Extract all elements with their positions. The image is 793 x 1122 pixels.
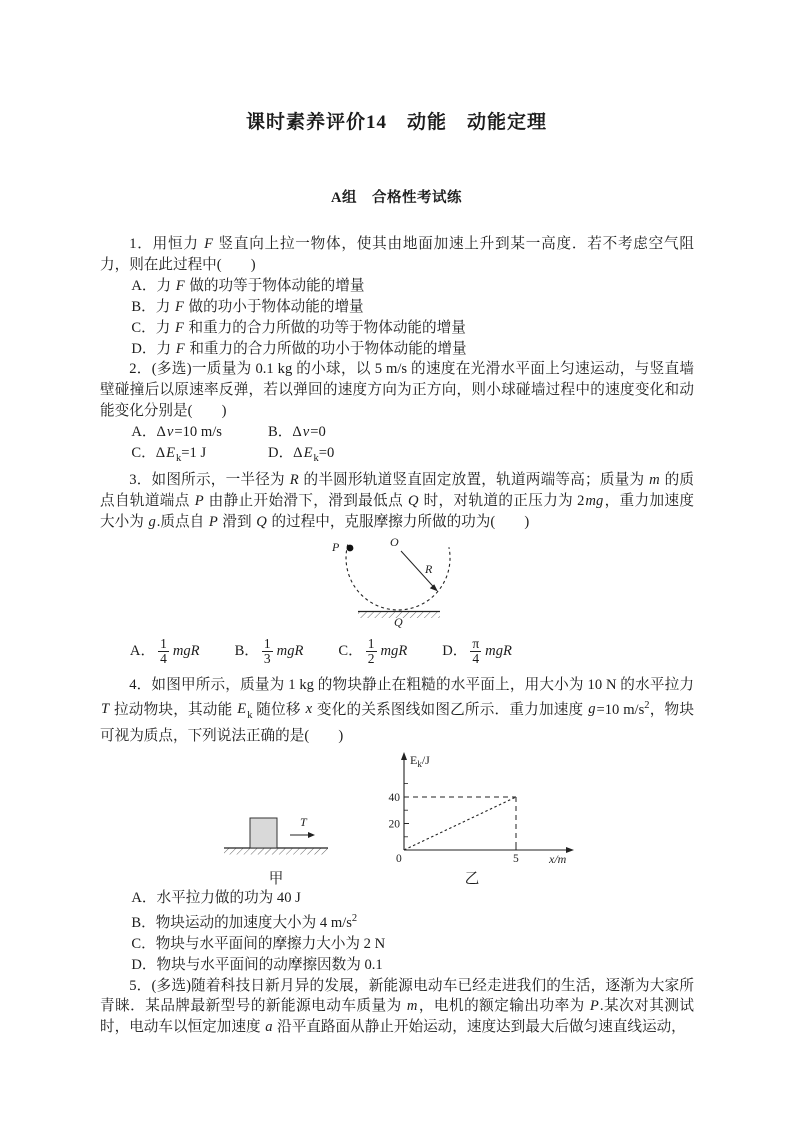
option-label: B． bbox=[234, 643, 259, 660]
question-2-options-row-cd bbox=[100, 443, 694, 470]
option-label: C． bbox=[338, 643, 363, 660]
option-expression: mgR bbox=[380, 643, 408, 660]
label-r: R bbox=[425, 561, 433, 576]
ek-x-graph-svg bbox=[366, 750, 578, 870]
question-5-stem: 5．(多选)随着科技日新月异的发展，新能源电动车已经走进我们的生活，逐渐为大家所青睐．某品牌最新型号的新能源电动车质量为 m，电机的额定输出功率为 P.某次对其测试时，电动车以恒定加速度 a 沿平直路面从静止开始运动，速度达到最大后做匀速直线运动， bbox=[100, 977, 694, 1036]
fraction: $\frac{1}{3}$ bbox=[263, 635, 271, 667]
question-1-stem: 1．用恒力 F 竖直向上拉一物体，使其由地面加速上升到某一高度．若不考虑空气阻力，则在此过程中( ) bbox=[100, 236, 694, 273]
question-3-option-c bbox=[338, 637, 408, 667]
x-axis-label: x/m bbox=[549, 852, 567, 867]
question-3-options-row bbox=[100, 629, 694, 675]
question-3-option-d bbox=[442, 637, 513, 667]
semicircle-track-svg bbox=[322, 536, 472, 628]
question-1-option-d: D．力 F 和重力的合力所做的功小于物体动能的增量 bbox=[131, 340, 467, 357]
question-2-options-row-ab bbox=[100, 422, 694, 443]
point-p-dot bbox=[347, 544, 354, 551]
y-tick-label-40: 40 bbox=[388, 792, 400, 805]
block-figure-svg bbox=[216, 790, 336, 870]
question-1-option-c: C．力 F 和重力的合力所做的功等于物体动能的增量 bbox=[131, 319, 466, 336]
option-label: A． bbox=[129, 643, 156, 660]
fraction: $\frac{1}{4}$ bbox=[160, 635, 167, 667]
figure-semicircle-track bbox=[100, 536, 694, 628]
fraction: $\frac{\pi}{4}$ bbox=[472, 635, 480, 667]
question-3-stem: 3．如图所示，一半径为 R 的半圆形轨道竖直固定放置，轨道两端等高；质量为 m 的质点自轨道端点 P 由静止开始滑下，滑到最低点 Q 时，对轨道的正压力为 2mg，重力加速度大小为 g.质点自 P 滑到 Q 的过程中，克服摩擦力所做的功为( ) bbox=[100, 471, 694, 530]
question-4-option-b: B．物块运动的加速度大小为 4 $m/s^2$ bbox=[131, 912, 358, 931]
force-label-t: T bbox=[300, 815, 307, 830]
question-3-option-a bbox=[130, 637, 201, 667]
question-4-option-c: C．物块与水平面间的摩擦力大小为 2 N bbox=[131, 935, 386, 952]
radius-arrowhead bbox=[430, 584, 438, 591]
label-p: P bbox=[332, 539, 340, 554]
figure-caption-yi: 乙 bbox=[464, 871, 480, 888]
question-2-option-d: D．$\Delta E_k=0$ bbox=[268, 445, 335, 464]
ground-hatching bbox=[224, 849, 328, 855]
x-axis-arrowhead bbox=[566, 847, 574, 853]
label-o: O bbox=[390, 535, 399, 549]
figure-ek-x-graph bbox=[366, 750, 578, 887]
worksheet-content bbox=[100, 234, 694, 1038]
question-1-option-a: A．力 F 做的功等于物体动能的增量 bbox=[131, 277, 365, 294]
question-1-option-b: B．力 F 做的功小于物体动能的增量 bbox=[131, 298, 364, 315]
question-2-option-c: C．$\Delta E_k=1$ J bbox=[131, 445, 207, 464]
question-4-option-d: D．物块与水平面间的动摩擦因数为 0.1 bbox=[131, 956, 383, 973]
block bbox=[250, 818, 277, 848]
page-title: 课时素养评价14 动能 动能定理 bbox=[245, 112, 547, 133]
question-2-option-b: B．Δv=0 bbox=[268, 424, 326, 441]
question-4-option-a: A．水平拉力做的功为 40 J bbox=[131, 890, 301, 907]
y-axis-arrowhead bbox=[401, 752, 407, 760]
force-arrowhead bbox=[308, 832, 315, 838]
option-expression: mgR bbox=[485, 643, 512, 660]
label-q: Q bbox=[394, 614, 403, 628]
track-arc bbox=[346, 544, 450, 609]
x-tick-label-5: 5 bbox=[513, 853, 519, 866]
figure-caption-jia: 甲 bbox=[268, 871, 284, 888]
fraction: $\frac{1}{2}$ bbox=[367, 635, 375, 667]
figure-block-on-ground bbox=[216, 790, 336, 887]
y-axis-label: $E_k/J$ bbox=[410, 753, 430, 770]
question-2-stem: 2．(多选)一质量为 0.1 kg 的小球，以 5 m/s 的速度在光滑水平面上匀速运动，与竖直墙壁碰撞后以原速率反弹，若以弹回的速度方向为正方向，则小球碰墙过程中的速度变化和动能变化分别是( ) bbox=[100, 361, 694, 420]
option-expression: mgR bbox=[172, 643, 200, 660]
ek-x-line bbox=[404, 797, 516, 850]
origin-label: 0 bbox=[396, 853, 402, 866]
section-heading: A组 合格性考试练 bbox=[331, 190, 462, 206]
option-expression: mgR bbox=[276, 643, 304, 660]
option-label: D． bbox=[442, 643, 468, 660]
figure-4 bbox=[100, 750, 694, 887]
y-tick-label-20: 20 bbox=[388, 818, 400, 831]
question-3-option-b bbox=[235, 637, 305, 667]
question-4-stem: 4．如图甲所示，质量为 1 kg 的物块静止在粗糙的水平面上，用大小为 10 N 的水平拉力 T 拉动物块，其动能 $E_k$ 随位移 x 变化的关系图线如图乙所示．重力加速度 g=10 $m/s^2$，物块可视为质点，下列说法正确的是( ) bbox=[100, 676, 694, 745]
question-2-option-a: A．Δv=10 m/s bbox=[131, 424, 222, 441]
